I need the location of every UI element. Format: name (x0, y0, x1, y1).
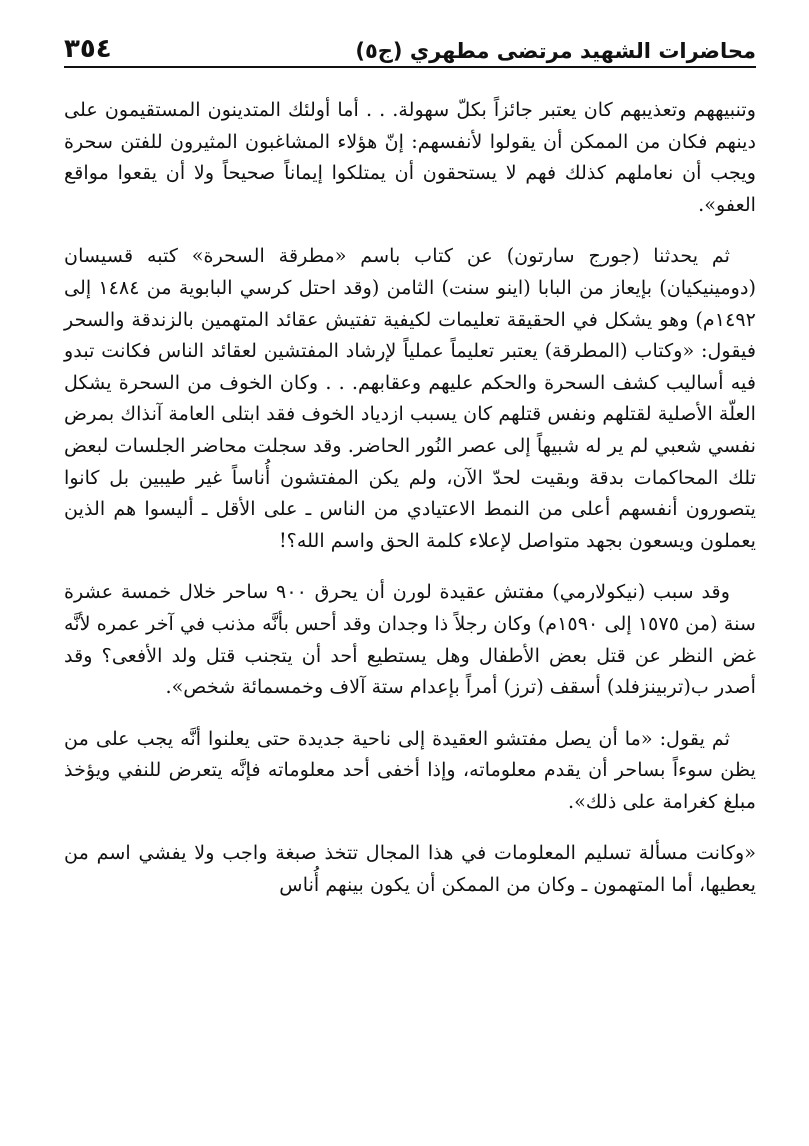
body-text (64, 94, 756, 901)
page-header (64, 24, 756, 68)
book-page (64, 24, 756, 1134)
paragraph-5: «وكانت مسألة تسليم المعلومات في هذا المجال تتخذ صبغة واجب ولا يفشي اسم من يعطيها، أما المتهمون ـ وكان من الممكن أن يكون بينهم أُناس (64, 841, 756, 897)
paragraph-4: ثم يقول: «ما أن يصل مفتشو العقيدة إلى ناحية جديدة حتى يعلنوا أنَّه يجب على من يظن سوءاً بساحر أن يقدم معلوماته، وإذا أخفى أحد معلوماته فإنَّه يتعرض للنفي ويؤخذ مبلغ كغرامة على ذلك». (64, 726, 756, 813)
paragraph-1: وتنبيههم وتعذيبهم كان يعتبر جائزاً بكلّ سهولة. . . أما أولئك المتدينون المستقيمون على دينهم فكان من الممكن أن يقولوا لأنفسهم: إنّ هؤلاء المشاغبون المثيرون للفتن سحرة ويجب أن نعاملهم كذلك فهم لا يستحقون أن يمتلكوا إيماناً صحيحاً ولا أن يقعوا مواقع العفو». (64, 98, 756, 216)
paragraph-3: وقد سبب (نيكولارمي) مفتش عقيدة لورن أن يحرق ٩٠٠ ساحر خلال خمسة عشرة سنة (من ١٥٧٥ إلى ١٥٩٠م) وكان رجلاً ذا وجدان وقد أحس بأنَّه مذنب في آخر عمره لأنَّه غض النظر عن قتل بعض الأطفال وهل يستطيع أحد أن يتجنب قتل ولد الأفعى؟ وقد أصدر ب(تربينزفلد) أسقف (ترز) أمراً بإعدام ستة آلاف وخمسمائة شخص». (64, 580, 756, 699)
page-number: ٣٥٤ (64, 34, 112, 64)
running-title: محاضرات الشهيد مرتضى مطهري (ج٥) (355, 39, 756, 63)
paragraph-2: ثم يحدثنا (جورج سارتون) عن كتاب باسم «مطرقة السحرة» كتبه قسيسان (دومينيكيان) بإيعاز من البابا (اينو سنت) الثامن (وقد احتل كرسي البابوية من ١٤٨٤ إلى ١٤٩٢م) وهو يشكل في الحقيقة تعليمات لكيفية تفتيش عقائد المتهمين بالزندقة والسحر فيقول: «وكتاب (المطرقة) يعتبر تعليماً عملياً لإرشاد المفتشين لعقائد الناس فكانت تبدو فيه أساليب كشف السحرة والحكم عليهم وعقابهم. . . وكان الخوف من السحرة يشكل العلّة الأصلية لقتلهم ونفس قتلهم كان يسبب ازدياد الخوف فقد ابتلى العامة آنذاك بمرض نفسي شعبي لم ير له شبيهاً إلى عصر النُور الحاضر. وقد سجلت محاضر الجلسات لبعض تلك المحاكمات بدقة وبقيت لحدّ الآن، ولم يكن المفتشون أُناساً غير طيبين بل كانوا يتصورون أنفسهم أعلى من النمط الاعتيادي من الناس ـ على الأقل ـ أليسوا هم الذين يعملون ويسعون بجهد متواصل لإعلاء كلمة الحق واسم الله؟! (64, 244, 756, 552)
